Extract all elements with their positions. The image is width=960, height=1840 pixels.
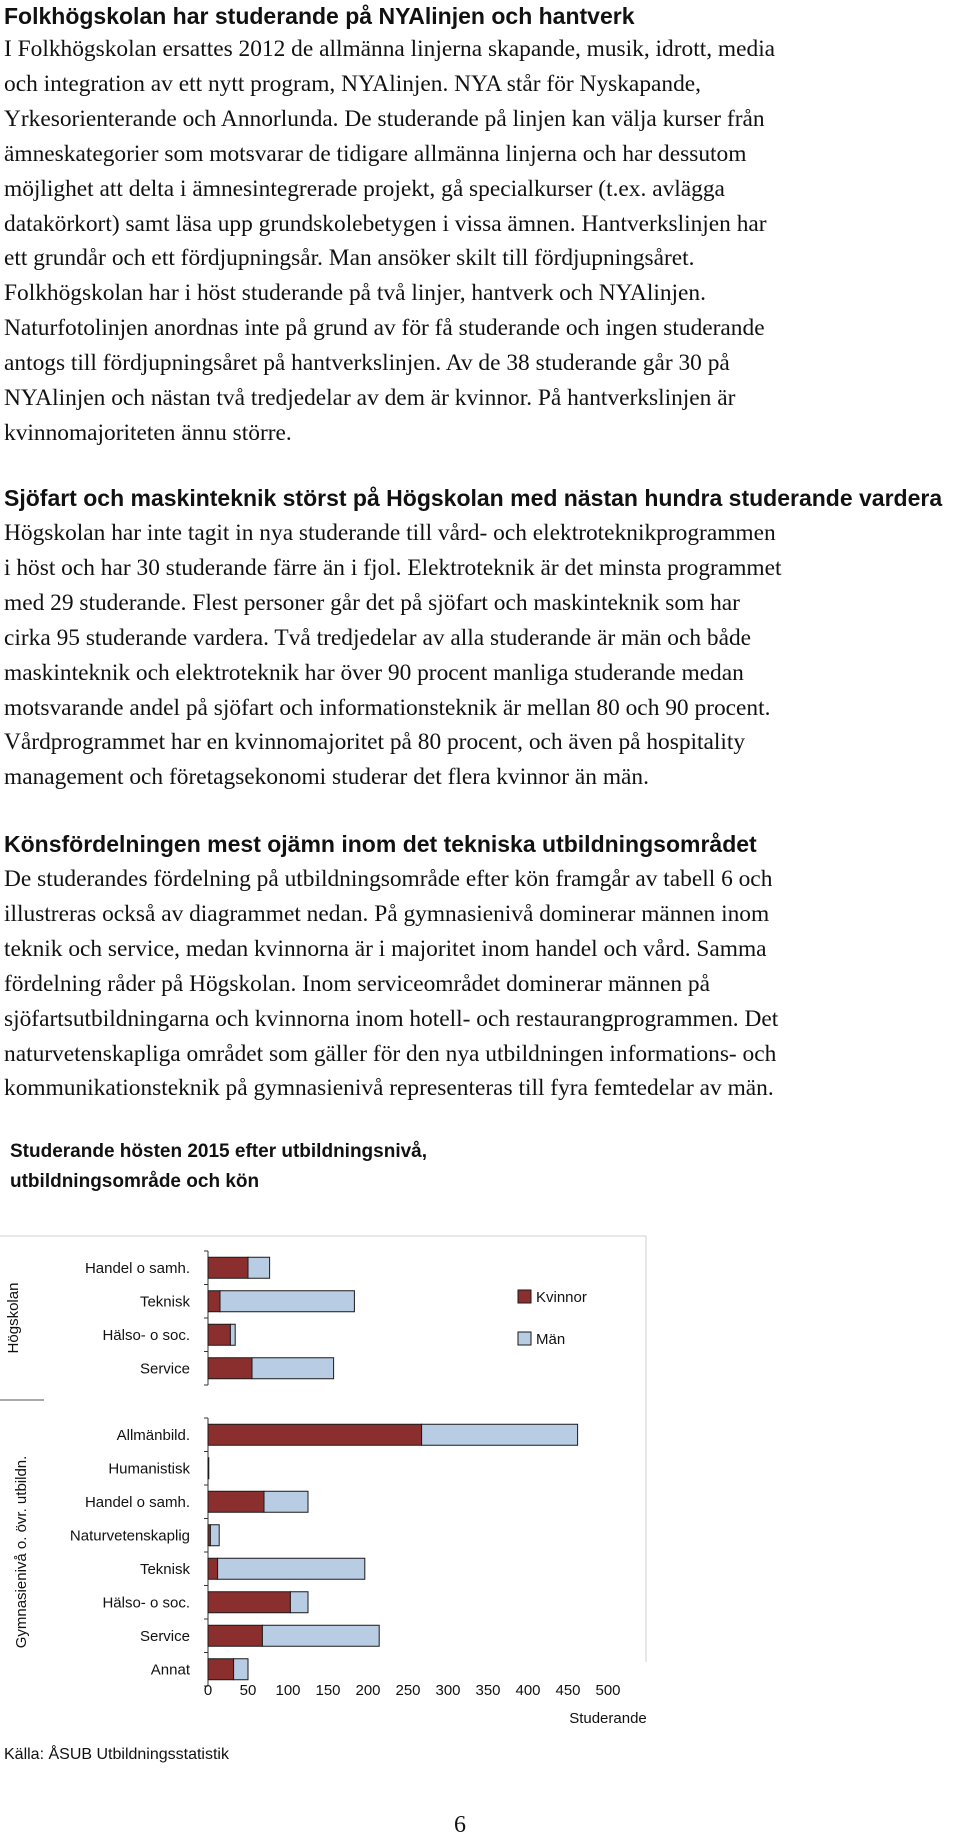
paragraph-line: teknik och service, medan kvinnorna är i majoritet inom handel och vård. Samma xyxy=(4,935,767,962)
category-label: Service xyxy=(139,1360,190,1378)
paragraph-line: I Folkhögskolan ersattes 2012 de allmänna linjerna skapande, musik, idrott, media xyxy=(4,36,776,62)
paragraph-line: motsvarande andel på sjöfart och informationsteknik är mellan 80 och 90 procent. xyxy=(4,694,771,721)
bar-segment-kvinnor xyxy=(208,1424,422,1445)
x-axis-title: Studerande xyxy=(569,1710,647,1727)
group-label: Gymnasienivå o. övr. utbildn. xyxy=(13,1455,30,1649)
bar-segment-kvinnor xyxy=(208,1324,230,1345)
paragraph-line: cirka 95 studerande vardera. Två tredjedelar av alla studerande är män och både xyxy=(4,624,752,651)
paragraph-line: datakörkort) samt läsa upp grundskolebetygen i vissa ämnen. Hantverkslinjen har xyxy=(4,210,767,237)
bar-segment-man xyxy=(234,1659,248,1680)
paragraph-line: kvinnomajoriteten ännu större. xyxy=(4,419,292,446)
bar-segment-kvinnor xyxy=(208,1659,234,1680)
bar-segment-kvinnor xyxy=(208,1458,209,1479)
paragraph-line: och integration av ett nytt program, NYAlinjen. NYA står för Nyskapande, xyxy=(4,70,702,97)
bar-segment-kvinnor xyxy=(208,1358,252,1379)
paragraph-line: fördelning råder på Högskolan. Inom serviceområdet dominerar männen på xyxy=(4,970,711,997)
legend-label: Kvinnor xyxy=(536,1289,587,1306)
bar-segment-kvinnor xyxy=(208,1592,290,1613)
source-note: Källa: ÅSUB Utbildningsstatistik xyxy=(4,1746,229,1763)
section-1-paragraph xyxy=(4,32,956,451)
x-tick-label: 200 xyxy=(355,1682,381,1699)
x-tick-label: 50 xyxy=(239,1682,257,1699)
paragraph-line: Naturfotolinjen anordnas inte på grund av för få studerande och ingen studerande xyxy=(4,315,765,342)
bar-segment-kvinnor xyxy=(208,1257,248,1278)
section-3-heading: Könsfördelningen mest ojämn inom det tekniska utbildningsområdet xyxy=(4,831,757,857)
x-tick-label: 350 xyxy=(475,1682,501,1699)
page-number: 6 xyxy=(454,1812,466,1838)
category-label: Teknisk xyxy=(139,1293,190,1311)
section-3-paragraph xyxy=(4,862,956,1106)
bar-segment-kvinnor xyxy=(208,1491,264,1512)
bar-segment-man xyxy=(252,1358,334,1379)
paragraph-line: maskinteknik och elektroteknik har över 90 procent manliga studerande medan xyxy=(4,659,744,686)
x-tick-label: 0 xyxy=(203,1682,213,1699)
x-tick-label: 300 xyxy=(435,1682,461,1699)
bar-segment-kvinnor xyxy=(208,1291,220,1312)
chart-title-line: Studerande hösten 2015 efter utbildningsnivå, xyxy=(10,1141,428,1162)
paragraph-line: i höst och har 30 studerande färre än i fjol. Elektroteknik är det minsta programmet xyxy=(4,554,782,581)
category-label: Handel o samh. xyxy=(84,1493,190,1511)
bar-segment-kvinnor xyxy=(208,1558,218,1579)
paragraph-line: med 29 studerande. Flest personer går det på sjöfart och maskinteknik som har xyxy=(4,589,740,616)
chart-title-line: utbildningsområde och kön xyxy=(10,1171,260,1192)
legend-swatch-man xyxy=(518,1332,531,1345)
paragraph-line: NYAlinjen och nästan två tredjedelar av dem är kvinnor. På hantverkslinjen är xyxy=(4,385,736,412)
paragraph-line: naturvetenskapliga området som gäller för den nya utbildningen informations- och xyxy=(4,1040,777,1067)
x-tick-label: 500 xyxy=(595,1682,621,1699)
category-label: Annat xyxy=(150,1661,190,1679)
legend-label: Män xyxy=(536,1331,566,1348)
bar-segment-man xyxy=(290,1592,308,1613)
bar-segment-man xyxy=(248,1257,270,1278)
x-tick-label: 150 xyxy=(315,1682,341,1699)
x-tick-label: 250 xyxy=(395,1682,421,1699)
group-label: Högskolan xyxy=(5,1282,22,1354)
paragraph-line: kommunikationsteknik på gymnasienivå representeras till fyra femtedelar av män. xyxy=(4,1075,774,1102)
paragraph-line: ämneskategorier som motsvarar de tidigare allmänna linjerna och har dessutom xyxy=(4,140,747,167)
category-label: Hälso- o soc. xyxy=(102,1326,190,1344)
category-label: Allmänbild. xyxy=(116,1426,190,1444)
bar-segment-man xyxy=(218,1558,365,1579)
paragraph-line: Yrkesorienterande och Annorlunda. De studerande på linjen kan välja kurser från xyxy=(4,105,765,132)
bar-segment-kvinnor xyxy=(208,1625,262,1646)
stacked-bar-chart xyxy=(0,1225,960,1735)
paragraph-line: De studerandes fördelning på utbildningsområde efter kön framgår av tabell 6 och xyxy=(4,866,773,892)
legend-swatch-kvinnor xyxy=(518,1290,531,1303)
paragraph-line: sjöfartsutbildningarna och kvinnorna inom hotell- och restaurangprogrammen. Det xyxy=(4,1005,779,1032)
bar-segment-man xyxy=(264,1491,308,1512)
paragraph-line: Högskolan har inte tagit in nya studerande till vård- och elektroteknikprogrammen xyxy=(4,520,776,546)
x-tick-label: 450 xyxy=(555,1682,581,1699)
category-label: Naturvetenskaplig xyxy=(69,1527,190,1545)
category-label: Handel o samh. xyxy=(84,1259,190,1277)
bar-segment-man xyxy=(210,1525,219,1546)
section-2-heading: Sjöfart och maskinteknik störst på Högskolan med nästan hundra studerande vardera xyxy=(4,485,943,511)
section-2-paragraph xyxy=(4,516,956,795)
bar-segment-man xyxy=(422,1424,578,1445)
paragraph-line: Folkhögskolan har i höst studerande på två linjer, hantverk och NYAlinjen. xyxy=(4,280,706,307)
category-label: Humanistisk xyxy=(108,1460,190,1478)
paragraph-line: ett grundår och ett fördjupningsår. Man ansöker skilt till fördjupningsåret. xyxy=(4,245,695,272)
bar-segment-man xyxy=(220,1291,354,1312)
category-label: Teknisk xyxy=(139,1560,190,1578)
bar-segment-man xyxy=(230,1324,235,1345)
section-1-heading: Folkhögskolan har studerande på NYAlinjen och hantverk xyxy=(4,3,635,29)
paragraph-line: illustreras också av diagrammet nedan. På gymnasienivå dominerar männen inom xyxy=(4,900,770,927)
bar-segment-man xyxy=(262,1625,379,1646)
paragraph-line: management och företagsekonomi studerar det flera kvinnor än män. xyxy=(4,764,649,791)
chart-title xyxy=(10,1137,427,1197)
paragraph-line: antogs till fördjupningsåret på hantverkslinjen. Av de 38 studerande går 30 på xyxy=(4,350,730,377)
paragraph-line: möjlighet att delta i ämnesintegrerade projekt, gå specialkurser (t.ex. avlägga xyxy=(4,175,725,202)
x-tick-label: 400 xyxy=(515,1682,541,1699)
x-tick-label: 100 xyxy=(275,1682,301,1699)
category-label: Hälso- o soc. xyxy=(102,1594,190,1612)
paragraph-line: Vårdprogrammet har en kvinnomajoritet på 80 procent, och även på hospitality xyxy=(4,729,746,756)
category-label: Service xyxy=(139,1627,190,1645)
